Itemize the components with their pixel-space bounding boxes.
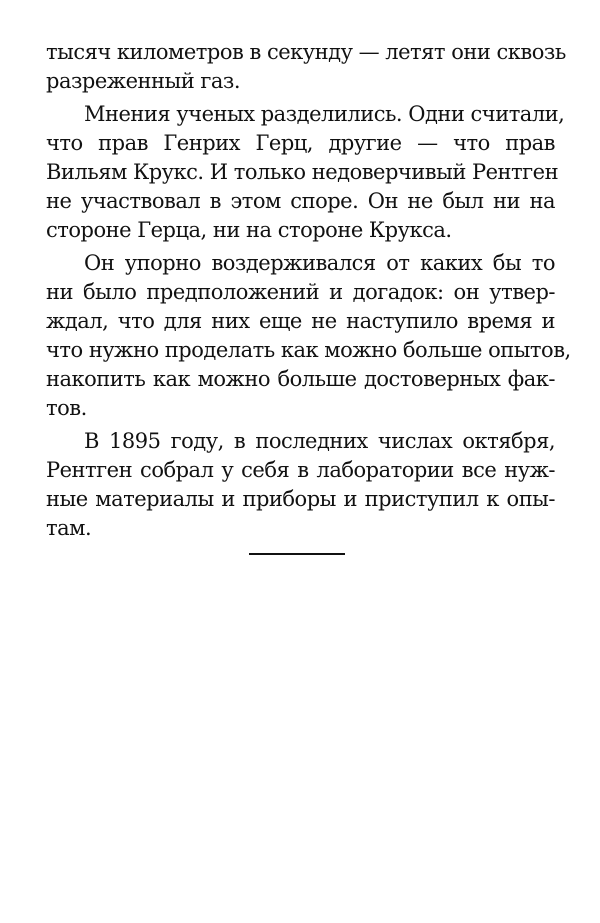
paragraph-3 bbox=[46, 249, 571, 423]
text-line: В 1895 году, в последних числах октября, bbox=[84, 429, 555, 453]
section-end-rule bbox=[249, 553, 345, 555]
text-line: не участвовал в этом споре. Он не был ни на bbox=[46, 189, 555, 213]
text-line: стороне Герца, ни на стороне Крукса. bbox=[46, 218, 452, 242]
text-line: ные материалы и приборы и приступил к опы- bbox=[46, 487, 555, 511]
text-line: разреженный газ. bbox=[46, 69, 241, 93]
text-line: накопить как можно больше достоверных фак- bbox=[46, 367, 555, 391]
text-line: ждал, что для них еще не наступило время и bbox=[46, 309, 555, 333]
text-line: ни было предположений и догадок: он утвер- bbox=[46, 280, 555, 304]
text-line: тысяч километров в секунду — летят они сквозь bbox=[46, 40, 566, 64]
text-line: там. bbox=[46, 516, 92, 540]
text-line: тов. bbox=[46, 396, 87, 420]
paragraph-1 bbox=[46, 38, 566, 96]
paragraph-4 bbox=[46, 427, 555, 543]
text-line: Рентген собрал у себя в лаборатории все нуж- bbox=[46, 458, 555, 482]
text-line: Он упорно воздерживался от каких бы то bbox=[84, 251, 555, 275]
text-line: что прав Генрих Герц, другие — что прав bbox=[46, 131, 555, 155]
text-page bbox=[46, 38, 571, 543]
text-line: Мнения ученых разделились. Одни считали, bbox=[84, 102, 565, 126]
paragraph-2 bbox=[46, 100, 565, 245]
text-line: Вильям Крукс. И только недоверчивый Рентген bbox=[46, 160, 559, 184]
text-line: что нужно проделать как можно больше опытов, bbox=[46, 338, 571, 362]
